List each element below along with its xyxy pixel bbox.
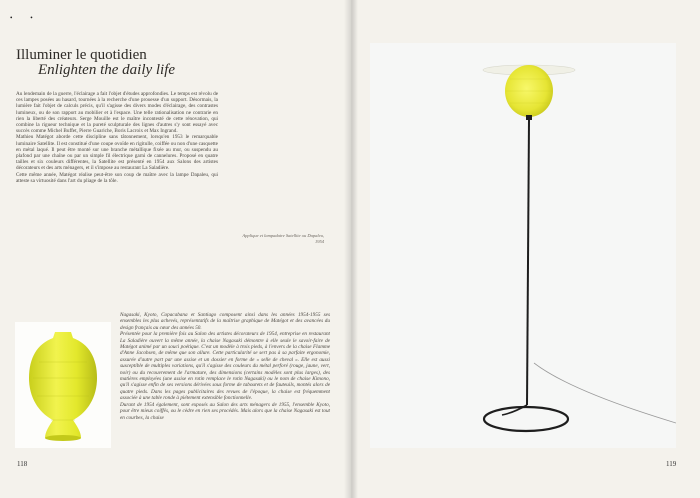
page-number-right: 119 (666, 460, 677, 468)
paragraph: Présentée pour la première fois au Salon des artistes décorateurs de 1954, entreprise en restaurant La Saladière ouvert la même année, la chaise Nagasaki démontre à elle seule le savoir-faire de Matégot animé par un souci poétique. C'est un modèle à trois pieds, à l'envers de la chaise Flamme d'Anne Jacobsen, de même que son allure. Cette particularité se sert pas à sa parfaite ergonomie, assurée d'autre part par une assise et un dossier en forme de « selle de cheval ». Elle est aussi susceptible de multiples variations, qu'il s'agisse des couleurs du métal perforé (rouge, jaune, vert, noir) ou du recouvrement de l'armature, des dimensions (certains modèles sont plus larges), des matières employées (une assise en rotin remplace le rotin Nagasaki) ou le nom de chaise Kimono, qu'il s'agisse enfin de ses versions dérivées sous forme de tabourets et de fauteuils, montés alors de quatre pieds. Dans les pages publicitaires des revues de l'époque, la chaise est fréquemment associée à une table ronde à piétement extensible fonctionnelle. (120, 331, 330, 402)
book-gutter (344, 0, 358, 498)
page-number-left: 118 (17, 460, 28, 468)
vase-photo (15, 322, 111, 448)
floor-lamp-icon (370, 43, 676, 448)
page-title-fr: Illuminer le quotidien (16, 47, 147, 63)
body-text-italic (120, 312, 330, 421)
page-title-en: Enlighten the daily life (38, 62, 176, 78)
floor-lamp-photo (370, 43, 676, 448)
photo-caption: Applique et lampadaire Satellite ou Dapaleu, 1954 (242, 233, 324, 244)
paragraph: Au lendemain de la guerre, l'éclairage a fait l'objet d'études approfondies. Le temps est révolu de ces lampes posées au hasard, tournées à la recherche d'une prouesse d'un support. Désormais, la lumière fait l'objet de calculs précis, qu'il s'agisse des divers modes d'éclairage, des contrastes lumineux, ou de son rapport au mobilier et à l'espace. Une telle rationalisation ne contrarie en rien la liberté des créateurs. Serge Mouille est le maître incontesté de cette rénovation, qui combine la rigueur technique et la pureté sculpturale des lignes d'autres s'y sont essayé avec succès comme Michel Buffet, Pierre Guariche, Boris Lacroix et Max Ingrand. (16, 91, 218, 135)
corner-marks-icon: • • (10, 14, 41, 22)
paragraph: Cette même année, Matégot réalise peut-être son coup de maître avec la lampe Dapaleu, qui atteste sa virtuosité dans l'art du pliage de la tôle. (16, 171, 218, 184)
paragraph: Durant de 1954 également, sont exposés au Salon des arts ménagers de 1955, l'ensemble Kyoto, pour être mieux coiffés, ou le cèdre en rien ses procédés. Mais alors que la chaise Nagasaki est tout en courbes, la chaise (120, 401, 330, 421)
paragraph: Nagasaki, Kyoto, Copacabana et Santiago composent ainsi dans les années 1954-1955 ses ensembles les plus achevés, représentatifs de la maîtrise graphique de Matégot et des avancées du design français au cœur des années 50. (120, 312, 330, 331)
body-text-fr (16, 91, 218, 184)
vase-lamp-icon (15, 322, 111, 448)
paragraph: Mathieu Matégot aborde cette discipline sans tâtonnement, lorsqu'en 1953 le remarquable luminaire Satellite. Il est constitué d'une coupe ovoïde en rigitulle, coiffée ou non d'une casquette en métal laqué. Il peut être monté sur une branche métallique fixée au mur, ou suspendu au plafond par une chaîne ou par un simple fil électrique garni de cannelures. Proposé en quatre tailles et six couleurs différentes, la Satellite est présenté en 1954 aux Salons des artistes décorateurs et des arts ménagers, et il s'impose au restaurant La Saladière. (16, 134, 218, 172)
